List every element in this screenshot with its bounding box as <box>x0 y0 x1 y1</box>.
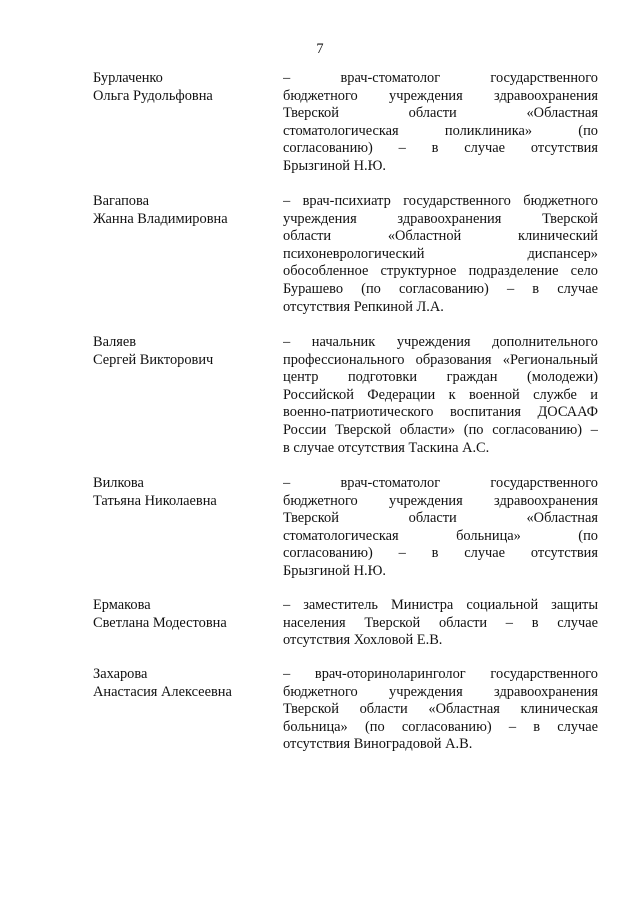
role-line: – врач-стоматолог государственного <box>283 70 598 86</box>
role-line: Российской Федерации к военной службе и <box>283 386 598 403</box>
role-line: бюджетного учреждения здравоохранения <box>283 683 598 700</box>
member-given-names: Татьяна Николаевна <box>93 492 217 509</box>
role-line: согласованию) – в случае отсутствия <box>283 140 598 157</box>
role-line: психоневрологический диспансер» <box>283 245 598 262</box>
role-line: обособленное структурное подразделение село <box>283 263 598 280</box>
member-given-names: Светлана Модестовна <box>93 614 227 631</box>
member-surname: Ермакова <box>93 597 151 613</box>
role-line: бюджетного учреждения здравоохранения <box>283 492 598 509</box>
role-line: стоматологическая поликлиника» (по <box>283 122 598 139</box>
role-line: области «Областной клинический <box>283 228 598 245</box>
page-number: 7 <box>316 41 324 57</box>
member-surname: Валяев <box>93 334 137 350</box>
role-line: Брызгиной Н.Ю. <box>283 562 386 579</box>
role-line: больница» (по согласованию) – в случае <box>283 718 598 735</box>
member-name <box>93 334 273 369</box>
role-line: отсутствия Виноградовой А.В. <box>283 736 473 753</box>
role-line: – начальник учреждения дополнительного <box>283 334 598 350</box>
role-line: России Тверской области» (по согласованию) – <box>283 421 598 438</box>
role-line: Тверской области «Областная <box>283 105 598 122</box>
role-line: – врач-стоматолог государственного <box>283 475 598 491</box>
role-line: в случае отсутствия Таскина А.С. <box>283 439 490 456</box>
role-line: учреждения здравоохранения Тверской <box>283 210 598 227</box>
member-name <box>93 193 273 228</box>
role-line: Тверской области «Областная <box>283 510 598 527</box>
member-role <box>283 666 598 754</box>
role-line: Тверской области «Областная клиническая <box>283 701 598 718</box>
member-name <box>93 666 273 701</box>
role-line: населения Тверской области – в случае <box>283 614 598 631</box>
member-name <box>93 70 273 105</box>
member-role <box>283 70 598 176</box>
role-line: отсутствия Репкиной Л.А. <box>283 298 444 315</box>
member-role <box>283 334 598 457</box>
member-surname: Вилкова <box>93 475 144 491</box>
role-line: стоматологическая больница» (по <box>283 527 598 544</box>
role-line: отсутствия Хохловой Е.В. <box>283 632 443 649</box>
role-line: – врач-психиатр государственного бюджетного <box>283 193 598 209</box>
member-surname: Бурлаченко <box>93 70 163 86</box>
role-line: Бурашево (по согласованию) – в случае <box>283 280 598 297</box>
role-line: бюджетного учреждения здравоохранения <box>283 87 598 104</box>
member-given-names: Ольга Рудольфовна <box>93 87 213 104</box>
member-role <box>283 597 598 650</box>
role-line: центр подготовки граждан (молодежи) <box>283 369 598 386</box>
member-given-names: Сергей Викторович <box>93 351 214 368</box>
role-line: военно-патриотического воспитания ДОСААФ <box>283 404 598 421</box>
member-given-names: Жанна Владимировна <box>93 210 228 227</box>
role-line: – врач-оториноларинголог государственного <box>283 666 598 682</box>
member-role <box>283 475 598 581</box>
member-name <box>93 597 273 632</box>
member-surname: Вагапова <box>93 193 149 209</box>
role-line: – заместитель Министра социальной защиты <box>283 597 598 613</box>
member-role <box>283 193 598 316</box>
member-name <box>93 475 273 510</box>
role-line: профессионального образования «Региональный <box>283 351 598 368</box>
member-given-names: Анастасия Алексеевна <box>93 683 232 700</box>
role-line: Брызгиной Н.Ю. <box>283 157 386 174</box>
member-surname: Захарова <box>93 666 148 682</box>
role-line: согласованию) – в случае отсутствия <box>283 545 598 562</box>
